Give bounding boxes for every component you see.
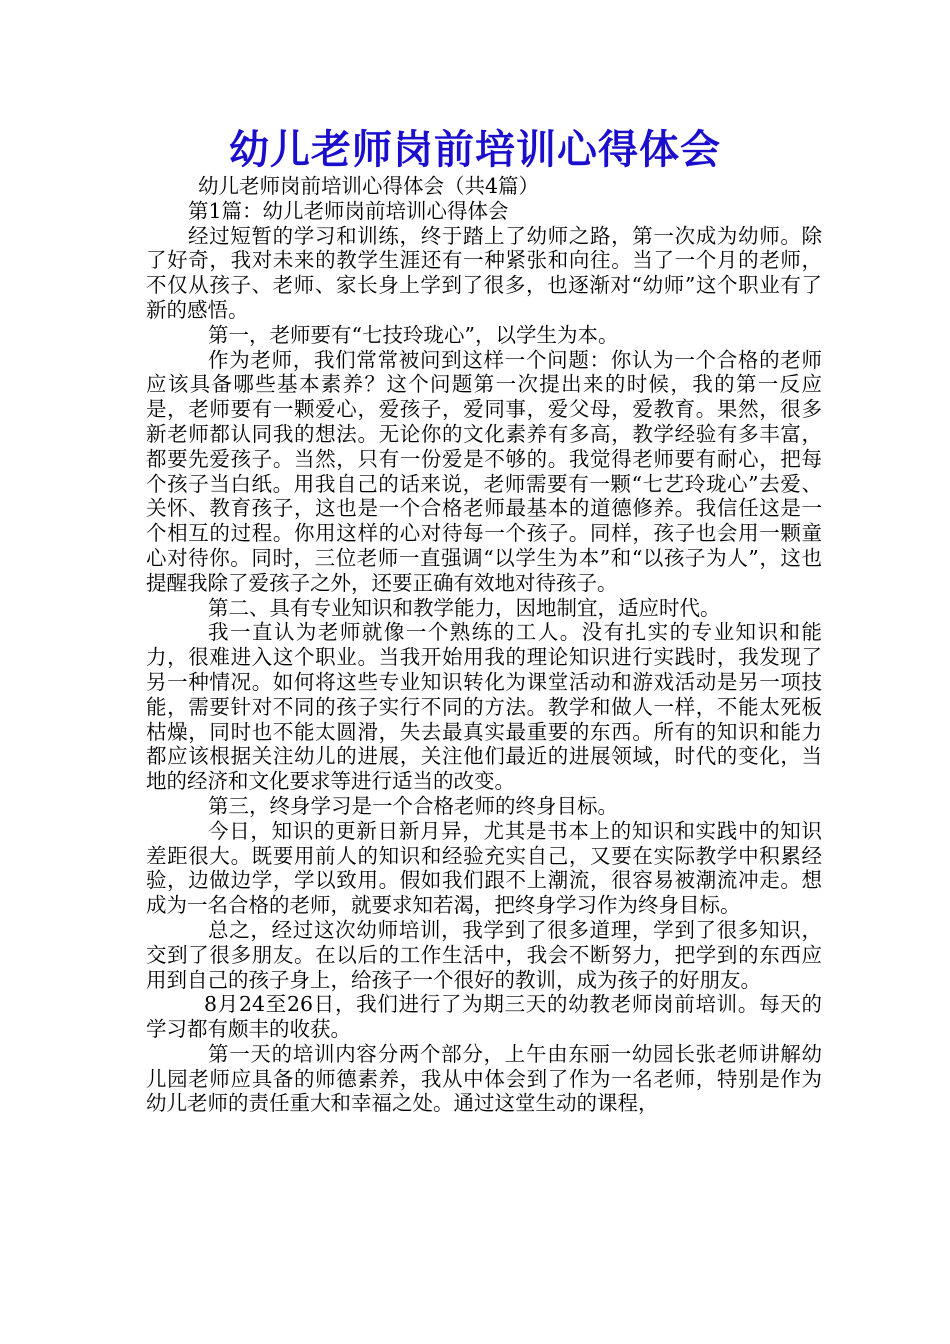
section-heading: 第一，老师要有“七技玲珑心”，以学生为本。 <box>208 322 619 347</box>
paragraph: 经过短暂的学习和训练，终于踏上了幼师之路，第一次成为幼师。除了好奇，我对未来的教学生涯还有一种紧张和向往。当了一个月的老师，不仅从孩子、老师、家长身上学到了很多，也逐渐对“幼师”这个职业有了新的感悟。 <box>146 223 822 322</box>
section-heading: 第二、具有专业知识和教学能力，因地制宜，适应时代。 <box>208 595 721 620</box>
paragraph: 第一天的培训内容分两个部分，上午由东丽一幼园长张老师讲解幼儿园老师应具备的师德素养，我从中体会到了作为一名老师，特别是作为幼儿老师的责任重大和幸福之处。通过这堂生动的课程， <box>146 1041 822 1116</box>
document-title: 幼儿老师岗前培训心得体会 <box>229 126 721 173</box>
section-heading: 第三，终身学习是一个合格老师的终身目标。 <box>208 793 618 818</box>
series-subtitle: 幼儿老师岗前培训心得体会（共4篇） <box>198 174 540 198</box>
paragraph: 今日，知识的更新日新月异，尤其是书本上的知识和实践中的知识差距很大。既要用前人的知识和经验充实自己，又要在实际教学中积累经验，边做边学，学以致用。假如我们跟不上潮流，很容易被潮流冲走。想成为一名合格的老师，就要求知若渴，把终身学习作为终身目标。 <box>146 818 822 918</box>
paragraph: 我一直认为老师就像一个熟练的工人。没有扎实的专业知识和能力，很难进入这个职业。当我开始用我的理论知识进行实践时，我发现了另一种情况。如何将这些专业知识转化为课堂活动和游戏活动是另一项技能，需要针对不同的孩子实行不同的方法。教学和做人一样，不能太死板枯燥，同时也不能太圆滑，失去最真实最重要的东西。所有的知识和能力都应该根据关注幼儿的进展，关注他们最近的进展领域，时代的变化，当地的经济和文化要求等进行适当的改变。 <box>146 620 822 794</box>
document-body <box>146 174 822 1116</box>
chapter-heading: 第1篇：幼儿老师岗前培训心得体会 <box>188 198 509 223</box>
paragraph: 8月24至26日，我们进行了为期三天的幼教老师岗前培训。每天的学习都有颇丰的收获。 <box>146 992 822 1042</box>
paragraph: 作为老师，我们常常被问到这样一个问题：你认为一个合格的老师应该具备哪些基本素养？这个问题第一次提出来的时候，我的第一反应是，老师要有一颗爱心，爱孩子，爱同事，爱父母，爱教育。果然，很多新老师都认同我的想法。无论你的文化素养有多高，教学经验有多丰富，都要先爱孩子。当然，只有一份爱是不够的。我觉得老师要有耐心，把每个孩子当白纸。用我自己的话来说，老师需要有一颗“七艺玲珑心”去爱、关怀、教育孩子，这也是一个合格老师最基本的道德修养。我信任这是一个相互的过程。你用这样的心对待每一个孩子。同样，孩子也会用一颗童心对待你。同时，三位老师一直强调“以学生为本”和“以孩子为人”，这也提醒我除了爱孩子之外，还要正确有效地对待孩子。 <box>146 347 822 595</box>
paragraph: 总之，经过这次幼师培训，我学到了很多道理，学到了很多知识，交到了很多朋友。在以后的工作生活中，我会不断努力，把学到的东西应用到自己的孩子身上，给孩子一个很好的教训，成为孩子的好朋友。 <box>146 917 822 992</box>
